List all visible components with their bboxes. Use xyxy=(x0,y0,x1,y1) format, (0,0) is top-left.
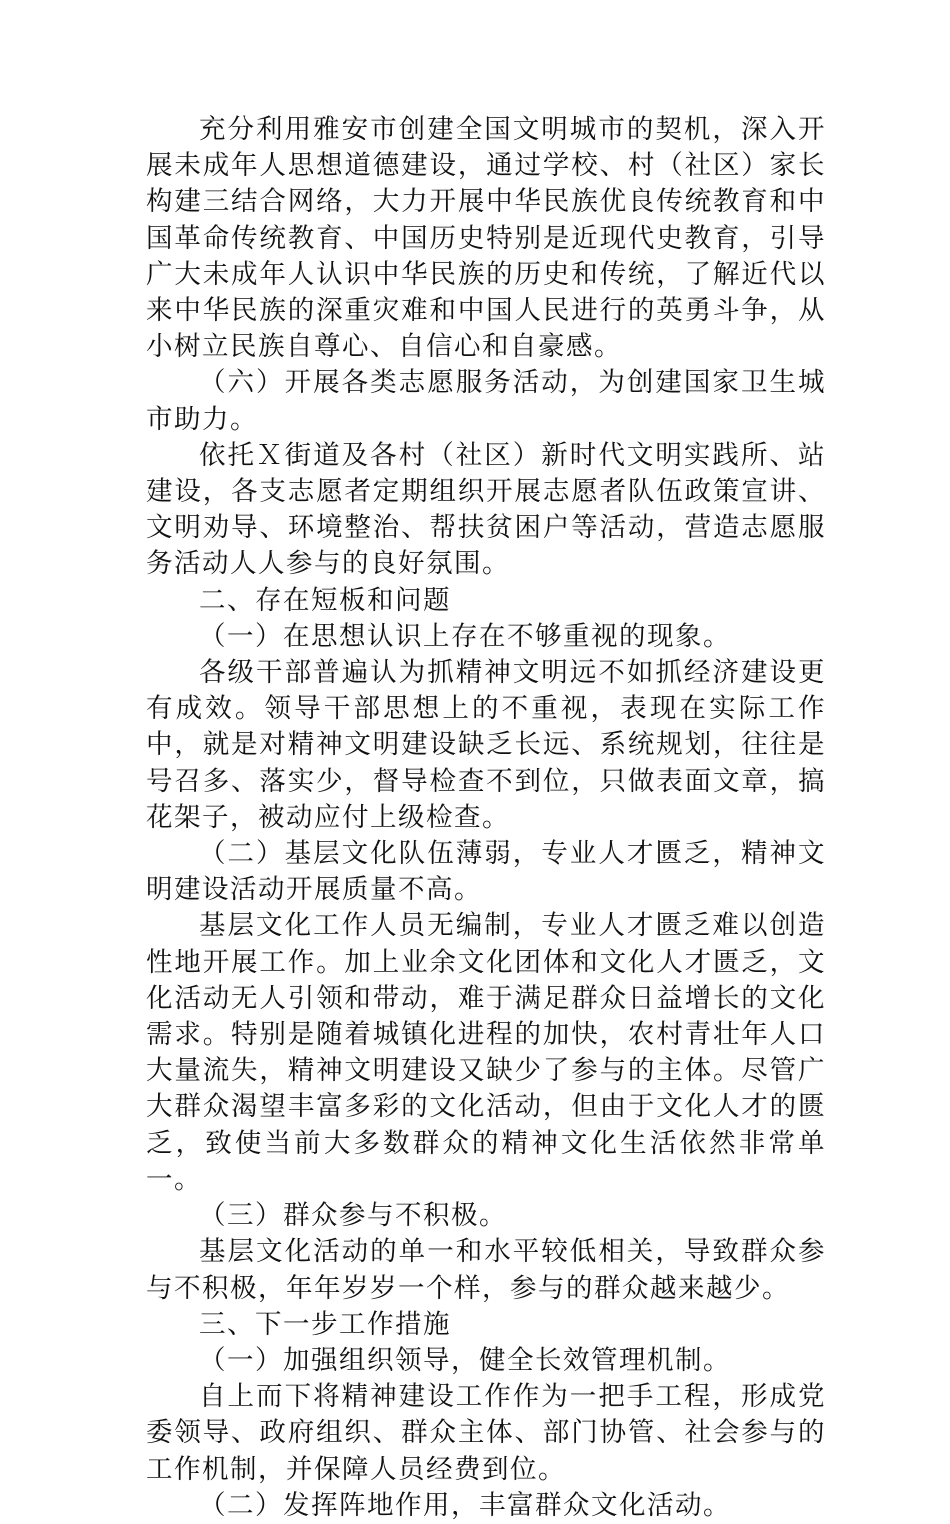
section-heading-problems: 二、存在短板和问题 xyxy=(199,584,451,616)
paragraph-problem-awareness: 各级干部普遍认为抓精神文明远不如抓经济建设更有成效。领导干部思想上的不重视，表现在实际工作中，就是对精神文明建设缺乏长远、系统规划，往往是号召多、落实少，督导检查不到位，只做表面文章，搞花架子，被动应付上级检查。 xyxy=(146,657,826,833)
heading-volunteer-services: （六）开展各类志愿服务活动，为创建国家卫生城市助力。 xyxy=(146,367,826,435)
paragraph-volunteer-activities: 依托Ｘ街道及各村（社区）新时代文明实践所、站建设，各支志愿者定期组织开展志愿者队伍政策宣讲、文明劝导、环境整治、帮扶贫困户等活动，营造志愿服务活动人人参与的良好氛围。 xyxy=(146,439,826,580)
heading-step-activities: （二）发挥阵地作用，丰富群众文化活动。 xyxy=(199,1489,731,1521)
paragraph-problem-participation: 基层文化活动的单一和水平较低相关，导致群众参与不积极，年年岁岁一个样，参与的群众越来越少。 xyxy=(146,1236,826,1304)
section-heading-next-steps: 三、下一步工作措施 xyxy=(199,1308,451,1340)
heading-problem-awareness: （一）在思想认识上存在不够重视的现象。 xyxy=(199,620,731,652)
heading-step-leadership: （一）加强组织领导，健全长效管理机制。 xyxy=(199,1344,731,1376)
paragraph-problem-staffing: 基层文化工作人员无编制，专业人才匮乏难以创造性地开展工作。加上业余文化团体和文化人才匮乏，文化活动无人引领和带动，难于满足群众日益增长的文化需求。特别是随着城镇化进程的加快，农村青壮年人口大量流失，精神文明建设又缺少了参与的主体。尽管广大群众渴望丰富多彩的文化活动，但由于文化人才的匮乏，致使当前大多数群众的精神文化生活依然非常单一。 xyxy=(146,910,826,1195)
paragraph-step-leadership: 自上而下将精神建设工作作为一把手工程，形成党委领导、政府组织、群众主体、部门协管、社会参与的工作机制，并保障人员经费到位。 xyxy=(146,1381,826,1485)
heading-problem-staffing: （二）基层文化队伍薄弱，专业人才匮乏，精神文明建设活动开展质量不高。 xyxy=(146,838,826,906)
document-body xyxy=(146,112,826,1524)
heading-problem-participation: （三）群众参与不积极。 xyxy=(199,1200,507,1232)
paragraph-youth-moral-education: 充分利用雅安市创建全国文明城市的契机，深入开展未成年人思想道德建设，通过学校、村（社区）家长构建三结合网络，大力开展中华民族优良传统教育和中国革命传统教育、中国历史特别是近现代史教育，引导广大未成年人认识中华民族的历史和传统，了解近代以来中华民族的深重灾难和中国人民进行的英勇斗争，从小树立民族自尊心、自信心和自豪感。 xyxy=(146,114,826,363)
